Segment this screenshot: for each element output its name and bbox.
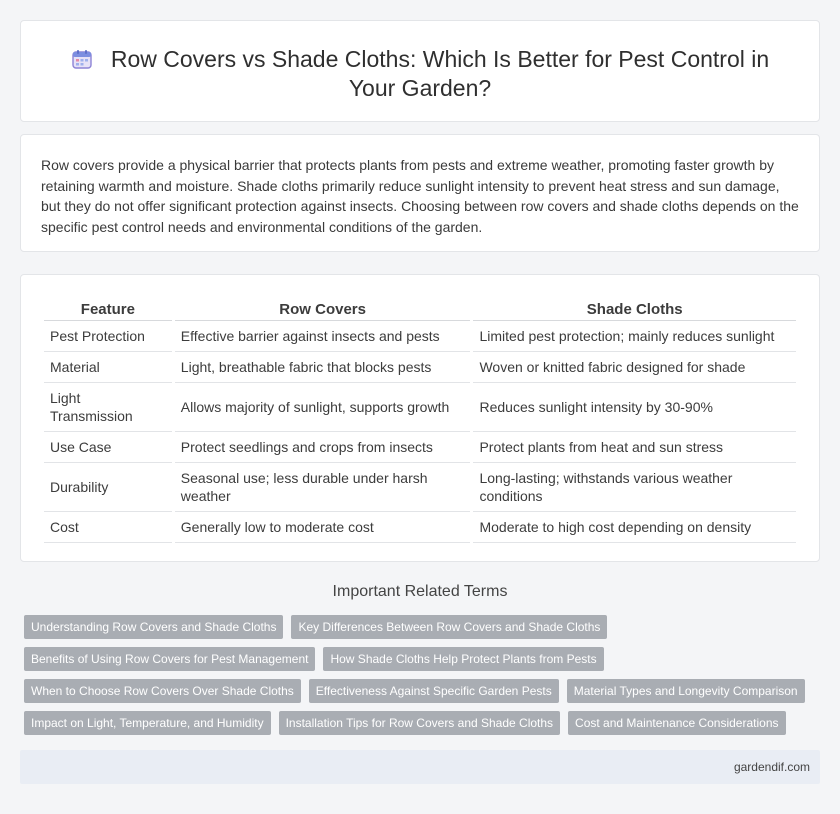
related-term-tag[interactable]: Installation Tips for Row Covers and Shade Cloths [279,711,560,735]
row-covers-cell: Seasonal use; less durable under harsh weather [175,463,471,512]
tag-row [24,615,824,639]
related-term-tag[interactable]: Effectiveness Against Specific Garden Pests [309,679,559,703]
header-feature: Feature [44,296,172,321]
shade-cloths-cell: Limited pest protection; mainly reduces sunlight [473,321,796,352]
intro-paragraph: Row covers provide a physical barrier that protects plants from pests and extreme weather, promoting faster growth by retaining warmth and moisture. Shade cloths primarily reduce sunlight intensity to prevent heat stress and sun damage, but they do not offer significant protection against insects. Choosing between row covers and shade cloths depends on the specific pest control needs and environmental conditions of the garden. [41,157,799,235]
table-row [44,321,796,352]
tag-row [24,711,824,735]
related-terms-list [24,615,824,743]
page-title-wrap [21,45,819,103]
related-term-tag[interactable]: Benefits of Using Row Covers for Pest Management [24,647,315,671]
row-covers-cell: Light, breathable fabric that blocks pests [175,352,471,383]
related-term-tag[interactable]: Understanding Row Covers and Shade Cloths [24,615,283,639]
feature-cell: Material [44,352,172,383]
row-covers-cell: Protect seedlings and crops from insects [175,432,471,463]
related-term-tag[interactable]: Impact on Light, Temperature, and Humidity [24,711,271,735]
row-covers-cell: Generally low to moderate cost [175,512,471,543]
feature-cell: Light Transmission [44,383,172,432]
table-row [44,512,796,543]
tag-row [24,647,824,671]
shade-cloths-cell: Reduces sunlight intensity by 30-90% [473,383,796,432]
feature-cell: Pest Protection [44,321,172,352]
shade-cloths-cell: Moderate to high cost depending on density [473,512,796,543]
row-covers-cell: Effective barrier against insects and pests [175,321,471,352]
related-term-tag[interactable]: Key Differences Between Row Covers and Shade Cloths [291,615,607,639]
comparison-card [20,274,820,562]
table-row [44,352,796,383]
tag-row [24,679,824,703]
shade-cloths-cell: Long-lasting; withstands various weather conditions [473,463,796,512]
feature-cell: Use Case [44,432,172,463]
footer-site-link[interactable]: gardendif.com [733,760,810,774]
shade-cloths-cell: Woven or knitted fabric designed for shade [473,352,796,383]
related-term-tag[interactable]: Cost and Maintenance Considerations [568,711,785,735]
header-shade-cloths: Shade Cloths [473,296,796,321]
header-row-covers: Row Covers [175,296,471,321]
row-covers-cell: Allows majority of sunlight, supports growth [175,383,471,432]
table-row [44,432,796,463]
header-card [20,20,820,122]
related-terms-title: Important Related Terms [332,583,508,600]
table-row [44,383,796,432]
table-row [44,463,796,512]
shade-cloths-cell: Protect plants from heat and sun stress [473,432,796,463]
footer [20,750,820,784]
page-title: Row Covers vs Shade Cloths: Which Is Better for Pest Control in Your Garden? [110,46,770,101]
table-header-row [44,296,796,321]
related-term-tag[interactable]: How Shade Cloths Help Protect Plants from Pests [323,647,603,671]
feature-cell: Durability [44,463,172,512]
related-term-tag[interactable]: Material Types and Longevity Comparison [567,679,805,703]
related-term-tag[interactable]: When to Choose Row Covers Over Shade Cloths [24,679,301,703]
comparison-table [41,296,799,543]
calendar-icon [71,48,93,70]
feature-cell: Cost [44,512,172,543]
intro-card [20,134,820,252]
